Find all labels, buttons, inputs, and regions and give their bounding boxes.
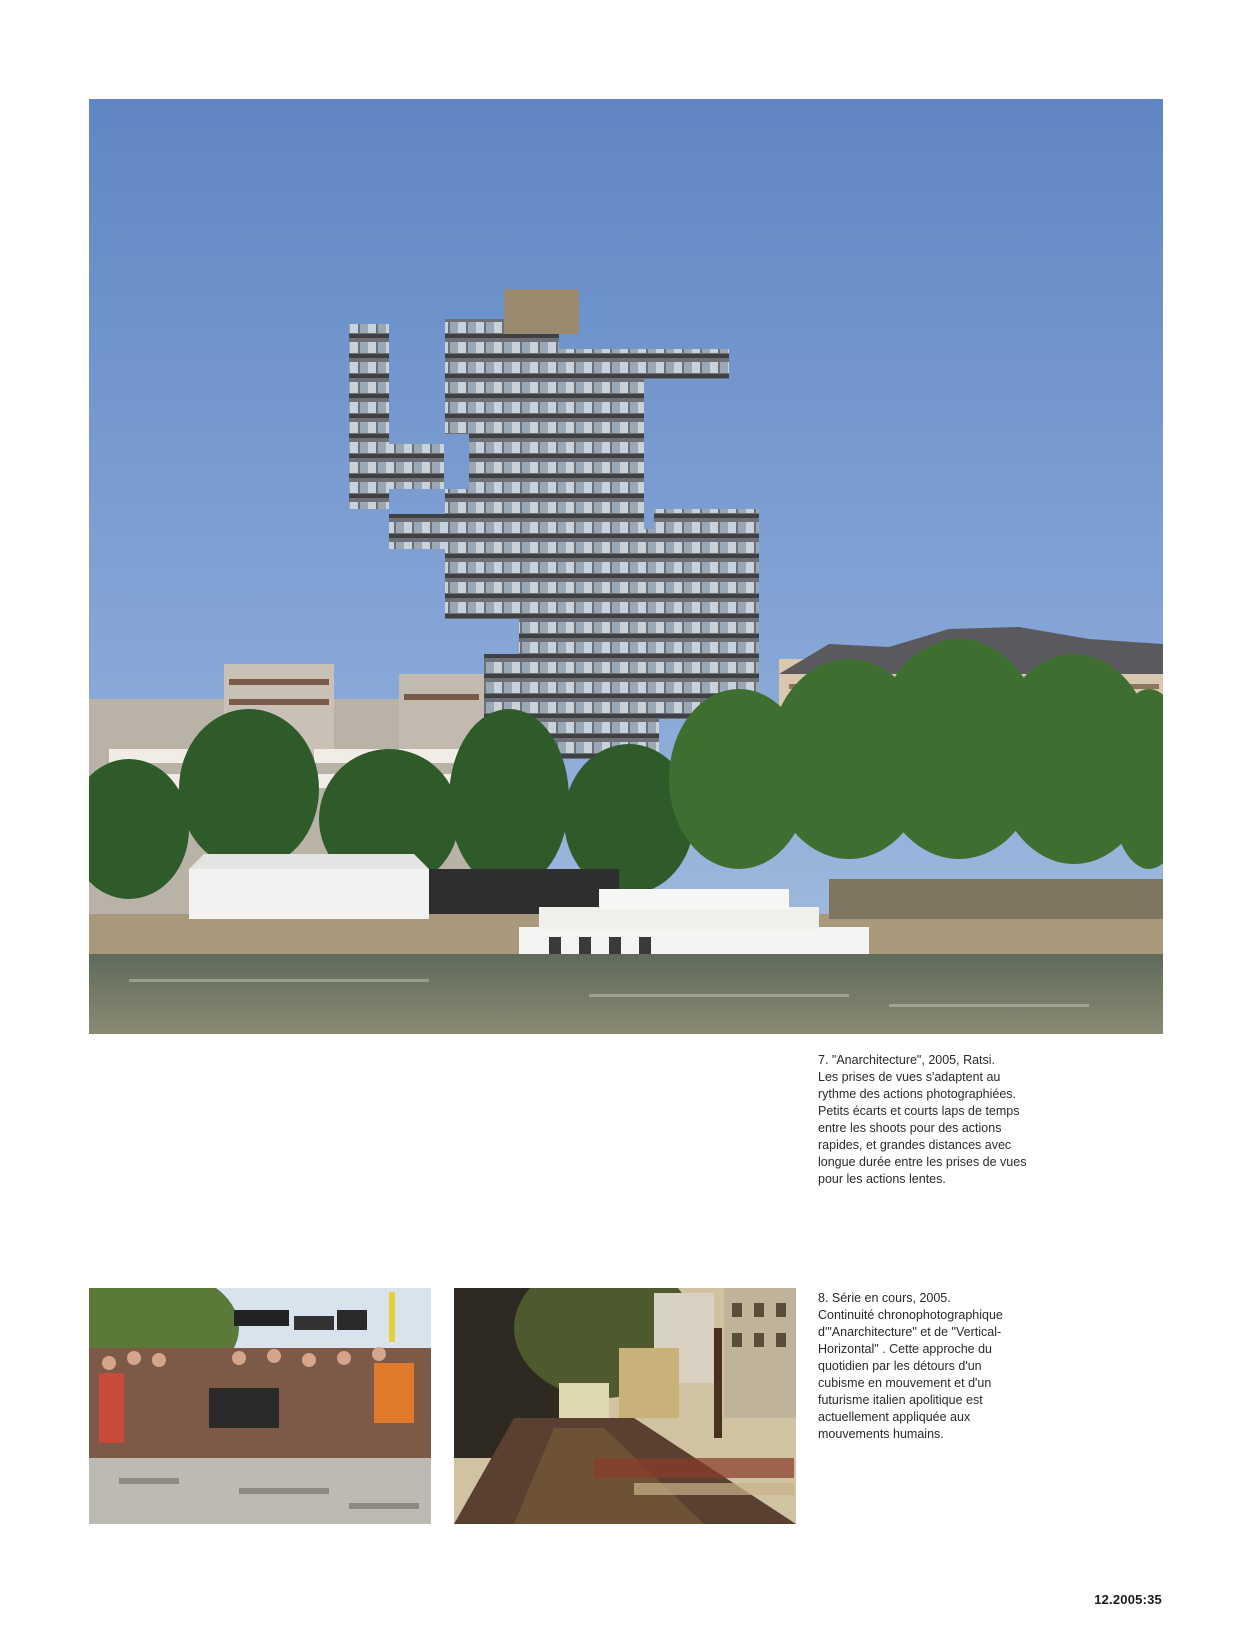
photo-crowd-dancer — [89, 1288, 431, 1524]
caption-line: Continuité chronophotographique — [818, 1308, 1003, 1322]
caption-line: d'"Anarchitecture" et de "Vertical- — [818, 1325, 1002, 1339]
page-folio — [1094, 1592, 1162, 1607]
caption-line: 7. "Anarchitecture", 2005, Ratsi. — [818, 1053, 996, 1067]
caption-8 — [818, 1290, 1048, 1443]
caption-line: rapides, et grandes distances avec — [818, 1138, 1012, 1152]
caption-line: futurisme italien apolitique est — [818, 1393, 983, 1407]
caption-line: rythme des actions photographiées. — [818, 1087, 1017, 1101]
photo-street-quay — [454, 1288, 796, 1524]
caption-line: cubisme en mouvement et d'un — [818, 1376, 992, 1390]
caption-line: Horizontal" . Cette approche du — [818, 1342, 992, 1356]
caption-line: longue durée entre les prises de vues — [818, 1155, 1027, 1169]
folio-separator: : — [1142, 1592, 1148, 1607]
folio-issue: 12.2005 — [1094, 1592, 1143, 1607]
caption-line: 8. Série en cours, 2005. — [818, 1291, 951, 1305]
caption-line: mouvements humains. — [818, 1427, 944, 1441]
folio-page-number: 35 — [1147, 1592, 1162, 1607]
caption-7 — [818, 1052, 1048, 1188]
caption-line: Petits écarts et courts laps de temps — [818, 1104, 1020, 1118]
caption-line: actuellement appliquée aux — [818, 1410, 971, 1424]
caption-line: entre les shoots pour des actions — [818, 1121, 1002, 1135]
caption-line: pour les actions lentes. — [818, 1172, 946, 1186]
caption-line: quotidien par les détours d'un — [818, 1359, 982, 1373]
main-photo-anarchitecture — [89, 99, 1163, 1034]
caption-line: Les prises de vues s'adaptent au — [818, 1070, 1001, 1084]
